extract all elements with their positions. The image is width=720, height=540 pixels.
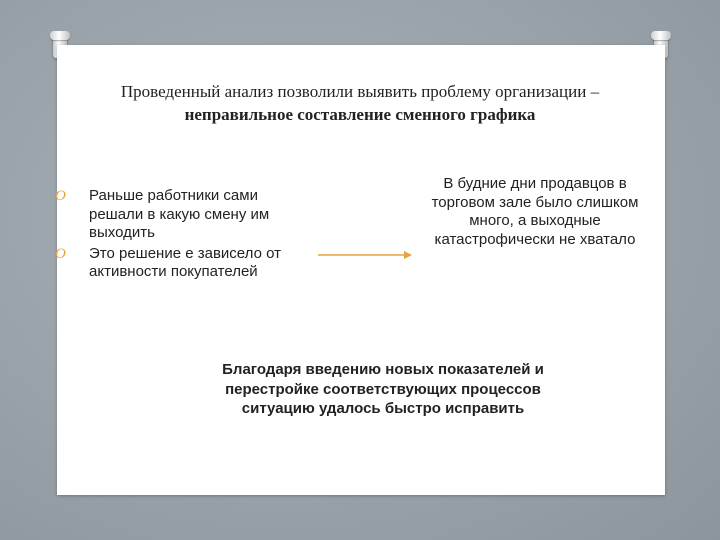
bullet-item: [55, 187, 305, 243]
slide-title: [100, 80, 620, 126]
bullet-list: [55, 187, 305, 284]
bullet-text: Раньше работники сами решали в какую смену им выходить: [89, 187, 270, 241]
bullet-marker-icon: O: [55, 188, 66, 204]
result-text: В будние дни продавцов в торговом зале было слишком много, а выходные катастрофически не хватало: [431, 175, 639, 248]
title-highlight: неправильное составление сменного графика: [184, 105, 536, 124]
bullet-item: [55, 245, 305, 282]
title-text: Проведенный анализ позволили выявить проблему организации –: [120, 82, 600, 101]
arrow-right-icon: [318, 249, 412, 261]
bullet-marker-icon: O: [55, 245, 66, 262]
conclusion-text: Благодаря введению новых показателей и перестройке соответствующих процессов ситуацию удалось быстро исправить: [222, 361, 544, 418]
bullet-text: Это решение е зависело от активности покупателей: [89, 244, 281, 280]
